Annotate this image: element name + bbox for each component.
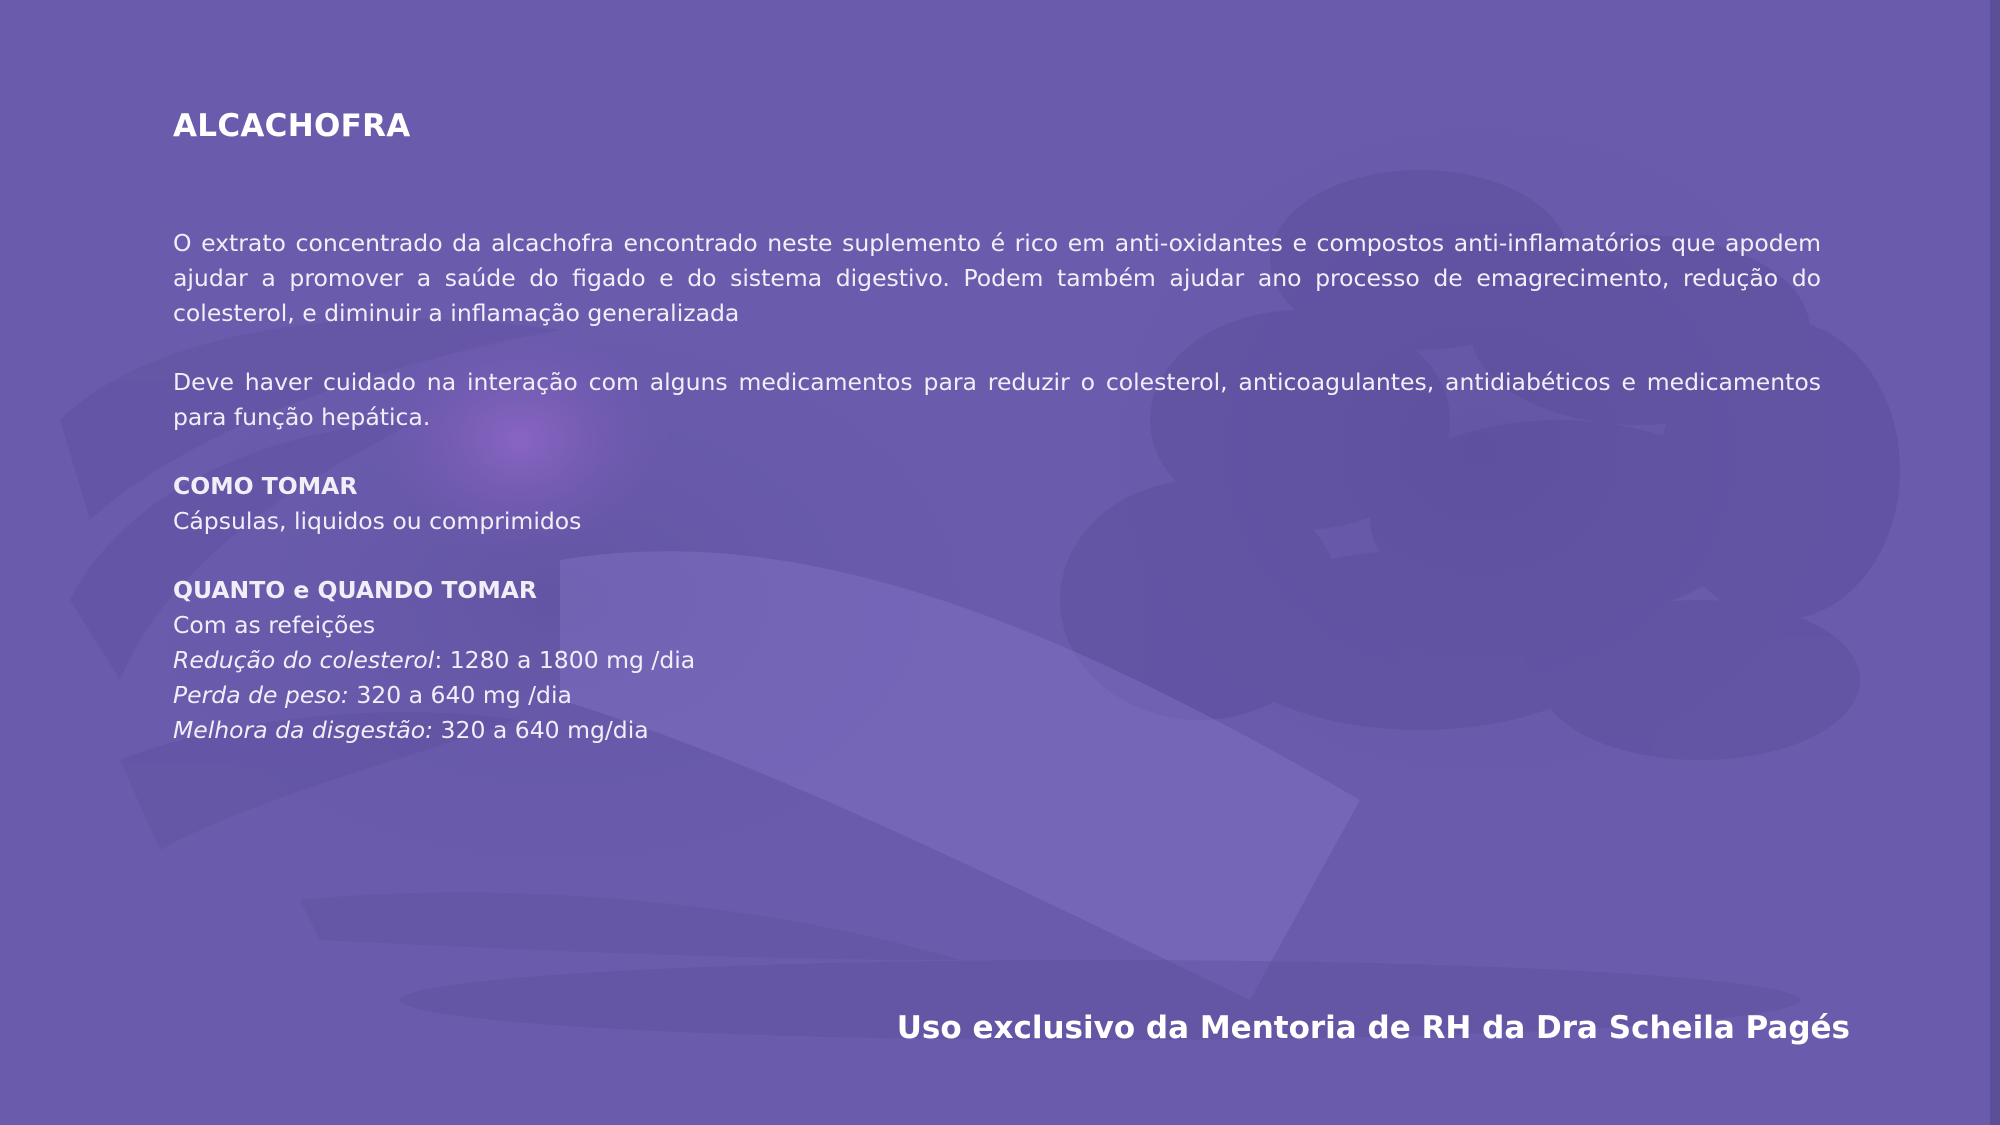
dosage-label: Melhora da disgestão:	[173, 716, 434, 744]
dosage-label: Redução do colesterol	[173, 646, 435, 674]
footer-notice: Uso exclusivo da Mentoria de RH da Dra Scheila Pagés	[896, 1010, 1850, 1046]
como-tomar-section	[173, 469, 1821, 539]
page-title: ALCACHOFRA	[173, 108, 411, 144]
warning-paragraph: Deve haver cuidado na interação com alguns medicamentos para reduzir o colesterol, anticoagulantes, antidiabéticos e medicamentos para função hepática.	[173, 368, 1821, 431]
description-paragraph: O extrato concentrado da alcachofra encontrado neste suplemento é rico em anti-oxidantes e compostos anti-inflamatórios que apodem ajudar a promover a saúde do figado e do sistema digestivo. Podem também ajudar ano processo de emagrecimento, redução do colesterol, e diminuir a inflamação generalizada	[173, 229, 1821, 327]
slide-edge	[1990, 0, 2000, 1125]
content-body	[173, 226, 1821, 782]
como-tomar-heading: COMO TOMAR	[173, 472, 358, 500]
dosage-label: Perda de peso:	[173, 681, 349, 709]
como-tomar-text: Cápsulas, liquidos ou comprimidos	[173, 507, 582, 535]
quanto-heading: QUANTO e QUANDO TOMAR	[173, 576, 538, 604]
dosage-value: : 1280 a 1800 mg /dia	[434, 646, 696, 674]
dosage-item	[173, 713, 1821, 748]
dosage-value: 320 a 640 mg/dia	[433, 716, 649, 744]
dosage-value: 320 a 640 mg /dia	[348, 681, 572, 709]
quanto-intro: Com as refeições	[173, 611, 376, 639]
quanto-section	[173, 573, 1821, 748]
dosage-item	[173, 643, 1821, 678]
dosage-item	[173, 678, 1821, 713]
